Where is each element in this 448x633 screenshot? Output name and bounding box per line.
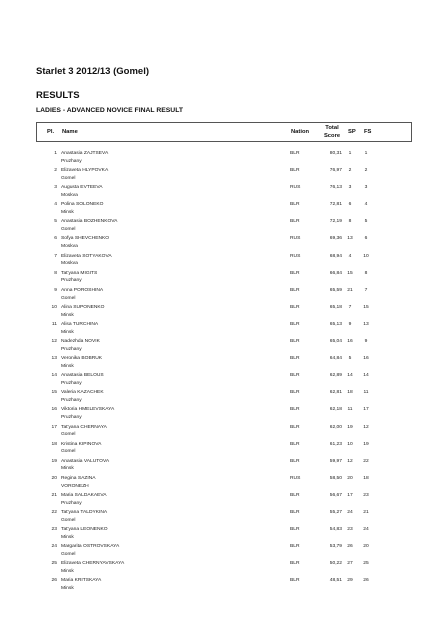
sp-rank-cell: 14 — [347, 373, 353, 379]
fs-rank-cell: 21 — [363, 509, 369, 515]
skater-name: Viktoria HMELEVSKAYA — [61, 407, 115, 413]
skater-name: Elizaveta CHERNYAVSKAYA — [61, 561, 125, 567]
table-row — [36, 355, 412, 372]
total-score-cell: 72,19 — [329, 219, 342, 225]
fs-rank-cell: 3 — [364, 185, 368, 191]
skater-club: Minsk — [61, 534, 74, 540]
sp-rank-cell: 11 — [347, 407, 353, 413]
nation-cell: BLR — [290, 270, 300, 276]
nation-cell: BLR — [290, 492, 300, 498]
nation-cell: BLR — [290, 219, 300, 225]
rank-cell: 9 — [54, 287, 57, 293]
category-title: LADIES - ADVANCED NOVICE FINAL RESULT — [36, 107, 184, 114]
table-header — [36, 122, 412, 142]
skater-club: Moskva — [61, 261, 78, 267]
sp-rank-cell: 3 — [348, 185, 352, 191]
total-score-cell: 62,18 — [329, 407, 342, 413]
sp-rank-cell: 21 — [347, 287, 353, 293]
table-row — [36, 509, 412, 526]
header-total-line2: Score — [323, 132, 341, 139]
table-row — [36, 441, 412, 458]
sp-rank-cell: 10 — [347, 441, 353, 447]
skater-club: Minsk — [61, 569, 74, 575]
skater-club: Pruzhany — [61, 346, 82, 352]
header-place: Pl. — [47, 129, 55, 135]
rank-cell: 17 — [51, 424, 57, 430]
skater-name: Sofya SHEVCHENKO — [61, 236, 110, 242]
total-score-cell: 65,59 — [329, 287, 342, 293]
total-score-cell: 58,50 — [329, 475, 342, 481]
sp-rank-cell: 6 — [348, 202, 352, 208]
skater-club: Pruzhany — [61, 500, 82, 506]
table-row — [36, 287, 412, 304]
header-name: Name — [62, 129, 78, 135]
total-score-cell: 80,31 — [329, 151, 342, 156]
fs-rank-cell: 23 — [363, 492, 369, 498]
skater-club: Pruzhany — [61, 278, 82, 284]
total-score-cell: 65,04 — [329, 339, 342, 345]
header-sp: SP — [348, 129, 356, 135]
skater-name: Maria KRITSKAYA — [61, 578, 102, 584]
skater-name: Tat'yana LEONENKO — [61, 527, 108, 533]
rank-cell: 19 — [51, 458, 57, 464]
fs-rank-cell: 4 — [364, 202, 368, 208]
total-score-cell: 76,97 — [329, 168, 342, 174]
sp-rank-cell: 26 — [347, 544, 353, 550]
rank-cell: 8 — [54, 270, 57, 276]
skater-name: Anna POROSHINA — [61, 287, 104, 293]
sp-rank-cell: 20 — [347, 475, 353, 481]
total-score-cell: 65,13 — [329, 321, 342, 327]
fs-rank-cell: 6 — [364, 236, 368, 242]
fs-rank-cell: 14 — [363, 373, 369, 379]
table-row — [36, 406, 412, 423]
sp-rank-cell: 19 — [347, 424, 353, 430]
skater-club: Gomel — [61, 517, 76, 523]
sp-rank-cell: 1 — [348, 151, 352, 156]
nation-cell: RUS — [290, 236, 301, 242]
rank-cell: 4 — [54, 202, 57, 208]
skater-name: Elizaveta SOTYAKOVA — [61, 253, 112, 259]
sp-rank-cell: 23 — [347, 527, 353, 533]
nation-cell: BLR — [290, 527, 300, 533]
fs-rank-cell: 1 — [364, 151, 368, 156]
nation-cell: RUS — [290, 253, 301, 259]
skater-club: Gomel — [61, 295, 76, 301]
skater-club: Gomel — [61, 175, 76, 181]
nation-cell: RUS — [290, 475, 301, 481]
table-row — [36, 253, 412, 270]
event-title: Starlet 3 2012/13 (Gomel) — [36, 66, 149, 77]
nation-cell: BLR — [290, 339, 300, 345]
rank-cell: 10 — [51, 304, 57, 310]
table-row — [36, 475, 412, 492]
total-score-cell: 72,81 — [329, 202, 342, 208]
sp-rank-cell: 12 — [347, 458, 353, 464]
fs-rank-cell: 17 — [363, 407, 369, 413]
rank-cell: 16 — [51, 407, 57, 413]
rank-cell: 23 — [51, 527, 57, 533]
nation-cell: BLR — [290, 578, 300, 584]
skater-club: Minsk — [61, 329, 74, 335]
nation-cell: BLR — [290, 202, 300, 208]
skater-club: Moskva — [61, 192, 78, 198]
skater-name: Anastasia VALUTOVA — [61, 458, 110, 464]
nation-cell: RUS — [290, 185, 301, 191]
table-row — [36, 201, 412, 218]
table-row — [36, 167, 412, 184]
fs-rank-cell: 2 — [364, 168, 368, 174]
sp-rank-cell: 29 — [347, 578, 353, 584]
total-score-cell: 62,81 — [329, 390, 342, 396]
sp-rank-cell: 13 — [347, 236, 353, 242]
table-row — [36, 235, 412, 252]
fs-rank-cell: 10 — [363, 253, 369, 259]
rank-cell: 12 — [51, 339, 57, 345]
rank-cell: 21 — [51, 492, 57, 498]
skater-club: Gomel — [61, 551, 76, 557]
skater-club: Minsk — [61, 210, 74, 216]
results-heading: RESULTS — [36, 90, 80, 101]
total-score-cell: 53,79 — [329, 544, 342, 550]
skater-name: Tat'yana CHERNAYA — [61, 424, 107, 430]
nation-cell: BLR — [290, 424, 300, 430]
rank-cell: 13 — [51, 356, 57, 362]
skater-name: Anastasia BOZHENKOVA — [61, 219, 118, 225]
results-table-body — [36, 150, 412, 594]
skater-club: Pruzhany — [61, 381, 82, 387]
skater-name: Anastasia BELOUS — [61, 373, 104, 379]
fs-rank-cell: 12 — [363, 424, 369, 430]
table-row — [36, 458, 412, 475]
fs-rank-cell: 24 — [363, 527, 369, 533]
total-score-cell: 64,84 — [329, 356, 342, 362]
rank-cell: 5 — [54, 219, 57, 225]
fs-rank-cell: 13 — [363, 321, 369, 327]
table-row — [36, 338, 412, 355]
table-row — [36, 304, 412, 321]
total-score-cell: 65,18 — [329, 304, 342, 310]
fs-rank-cell: 16 — [363, 356, 369, 362]
total-score-cell: 59,97 — [329, 458, 342, 464]
fs-rank-cell: 5 — [364, 219, 368, 225]
skater-name: Kristina KIPINOVA — [61, 441, 102, 447]
fs-rank-cell: 26 — [363, 578, 369, 584]
sp-rank-cell: 27 — [347, 561, 353, 567]
fs-rank-cell: 25 — [363, 561, 369, 567]
nation-cell: BLR — [290, 151, 300, 156]
rank-cell: 14 — [51, 373, 57, 379]
table-row — [36, 389, 412, 406]
total-score-cell: 54,83 — [329, 527, 342, 533]
sp-rank-cell: 18 — [347, 390, 353, 396]
total-score-cell: 50,22 — [329, 561, 342, 567]
total-score-cell: 69,36 — [329, 236, 342, 242]
rank-cell: 18 — [51, 441, 57, 447]
skater-name: Valeria KAZACHEK — [61, 390, 104, 396]
skater-club: Minsk — [61, 586, 74, 592]
header-total-line1: Total — [325, 125, 339, 131]
sp-rank-cell: 15 — [347, 270, 353, 276]
nation-cell: BLR — [290, 441, 300, 447]
fs-rank-cell: 15 — [363, 304, 369, 310]
nation-cell: BLR — [290, 509, 300, 515]
nation-cell: BLR — [290, 321, 300, 327]
nation-cell: BLR — [290, 168, 300, 174]
skater-name: Augusta EVTEEVA — [61, 185, 103, 191]
skater-name: Alisa TURCHINA — [61, 321, 99, 327]
skater-name: Alina SUPONENKO — [61, 304, 105, 310]
nation-cell: BLR — [290, 458, 300, 464]
sp-rank-cell: 5 — [348, 356, 352, 362]
sp-rank-cell: 8 — [348, 219, 352, 225]
skater-name: Elizaveta HLYPOVKA — [61, 168, 109, 174]
table-row — [36, 543, 412, 560]
nation-cell: BLR — [290, 407, 300, 413]
skater-club: Pruzhany — [61, 158, 82, 164]
fs-rank-cell: 20 — [363, 544, 369, 550]
fs-rank-cell: 19 — [363, 441, 369, 447]
sp-rank-cell: 9 — [348, 321, 352, 327]
skater-name: Veronika BOBRUK — [61, 356, 103, 362]
skater-name: Maria SALDAKAEVA — [61, 492, 107, 498]
skater-club: Moskva — [61, 244, 78, 250]
fs-rank-cell: 8 — [364, 270, 368, 276]
table-row — [36, 321, 412, 338]
skater-name: Tat'yana TALDYKINA — [61, 509, 108, 515]
table-row — [36, 270, 412, 287]
fs-rank-cell: 7 — [364, 287, 368, 293]
total-score-cell: 62,00 — [329, 424, 342, 430]
skater-club: Gomel — [61, 227, 76, 233]
nation-cell: BLR — [290, 304, 300, 310]
fs-rank-cell: 18 — [363, 475, 369, 481]
nation-cell: BLR — [290, 287, 300, 293]
skater-club: Pruzhany — [61, 415, 82, 421]
header-fs: FS — [364, 129, 372, 135]
total-score-cell: 68,94 — [329, 253, 342, 259]
sp-rank-cell: 24 — [347, 509, 353, 515]
nation-cell: BLR — [290, 390, 300, 396]
skater-club: VORONEZH — [61, 483, 89, 489]
sp-rank-cell: 4 — [348, 253, 352, 259]
table-row — [36, 492, 412, 509]
rank-cell: 11 — [51, 321, 57, 327]
skater-club: Pruzhany — [61, 398, 82, 404]
header-total-score — [323, 125, 341, 140]
skater-club: Gomel — [61, 449, 76, 455]
nation-cell: BLR — [290, 561, 300, 567]
skater-club: Minsk — [61, 466, 74, 472]
table-row — [36, 218, 412, 235]
rank-cell: 6 — [54, 236, 57, 242]
total-score-cell: 61,23 — [329, 441, 342, 447]
table-row — [36, 184, 412, 201]
total-score-cell: 66,84 — [329, 270, 342, 276]
total-score-cell: 48,51 — [329, 578, 342, 584]
skater-name: Regina SAZINA — [61, 475, 96, 481]
header-nation: Nation — [291, 129, 310, 135]
rank-cell: 7 — [54, 253, 57, 259]
skater-name: Polina SOLONEKO — [61, 202, 104, 208]
skater-club: Minsk — [61, 312, 74, 318]
rank-cell: 20 — [51, 475, 57, 481]
rank-cell: 22 — [51, 509, 57, 515]
skater-name: Anastasia ZAJTSEVA — [61, 151, 109, 156]
table-row — [36, 577, 412, 594]
rank-cell: 15 — [51, 390, 57, 396]
table-row — [36, 424, 412, 441]
rank-cell: 1 — [54, 151, 57, 156]
rank-cell: 3 — [54, 185, 57, 191]
sp-rank-cell: 7 — [348, 304, 352, 310]
rank-cell: 26 — [51, 578, 57, 584]
nation-cell: BLR — [290, 356, 300, 362]
table-row — [36, 372, 412, 389]
skater-name: Margarita OSTROVSKAYA — [61, 544, 120, 550]
table-row — [36, 150, 412, 167]
skater-name: Nadezhda NOVIK — [61, 339, 100, 345]
sp-rank-cell: 17 — [347, 492, 353, 498]
rank-cell: 25 — [51, 561, 57, 567]
total-score-cell: 62,89 — [329, 373, 342, 379]
fs-rank-cell: 22 — [363, 458, 369, 464]
skater-name: Tat'yana MIGITS — [61, 270, 98, 276]
fs-rank-cell: 11 — [363, 390, 369, 396]
skater-club: Gomel — [61, 432, 76, 438]
nation-cell: BLR — [290, 373, 300, 379]
table-row — [36, 526, 412, 543]
total-score-cell: 76,13 — [329, 185, 342, 191]
nation-cell: BLR — [290, 544, 300, 550]
rank-cell: 24 — [51, 544, 57, 550]
table-row — [36, 560, 412, 577]
fs-rank-cell: 9 — [364, 339, 368, 345]
total-score-cell: 56,67 — [329, 492, 342, 498]
total-score-cell: 55,27 — [329, 509, 342, 515]
rank-cell: 2 — [54, 168, 57, 174]
sp-rank-cell: 2 — [348, 168, 352, 174]
sp-rank-cell: 16 — [347, 339, 353, 345]
skater-club: Minsk — [61, 363, 74, 369]
